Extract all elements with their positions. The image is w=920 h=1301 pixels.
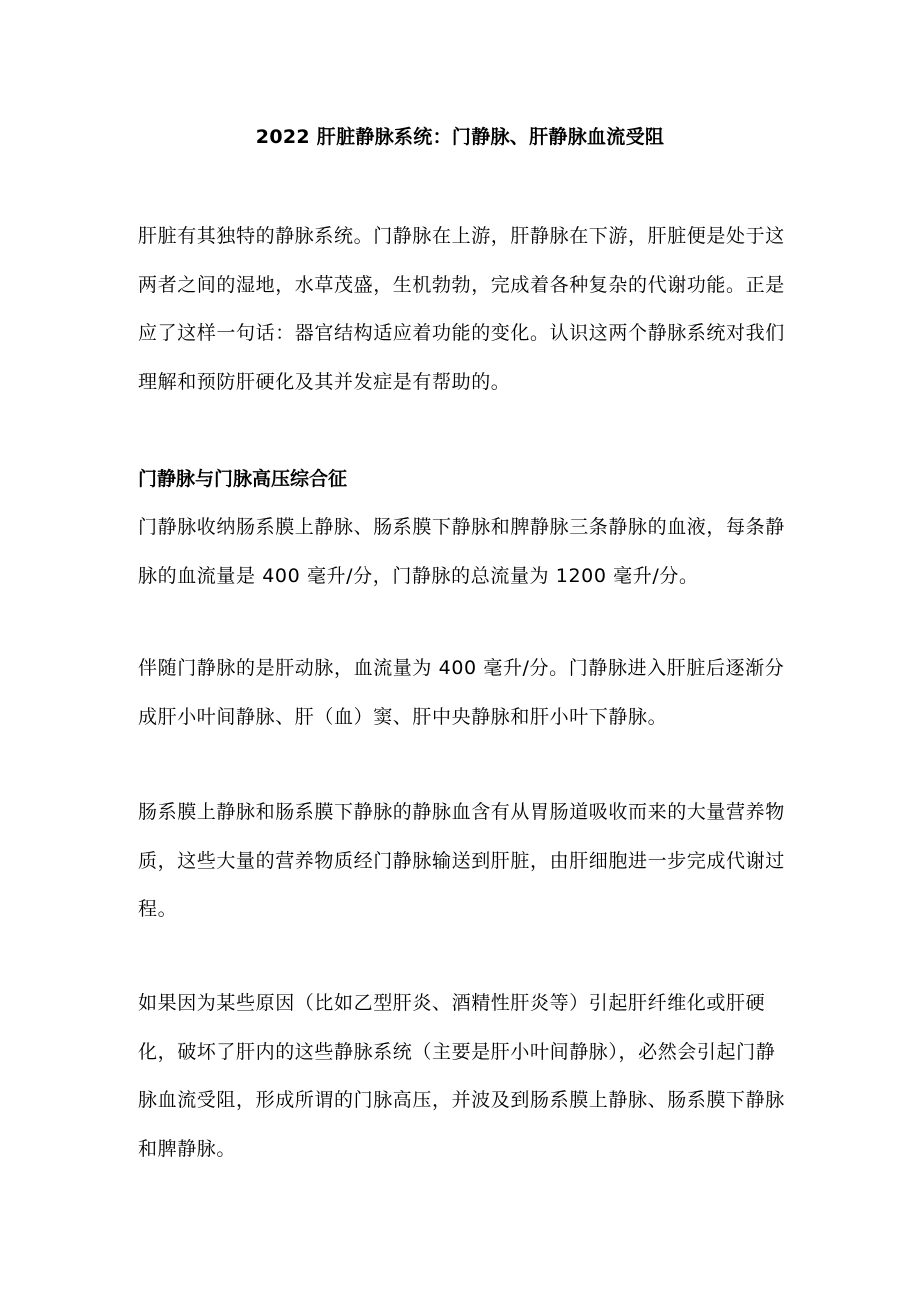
paragraph-block-3 — [138, 788, 788, 934]
intro-paragraph-block — [138, 212, 788, 406]
paragraph-4: 如果因为某些原因（比如乙型肝炎、酒精性肝炎等）引起肝纤维化或肝硬化，破坏了肝内的这些静脉系统（主要是肝小叶间静脉），必然会引起门静脉血流受阻，形成所谓的门脉高压，并波及到肠系膜上静脉、肠系膜下静脉和脾静脉。 — [138, 992, 785, 1160]
paragraph-block-4 — [138, 979, 788, 1173]
paragraph-3: 肠系膜上静脉和肠系膜下静脉的静脉血含有从胃肠道吸收而来的大量营养物质，这些大量的营养物质经门静脉输送到肝脏，由肝细胞进一步完成代谢过程。 — [138, 801, 785, 920]
section-heading-portal-vein: 门静脉与门脉高压综合征 — [138, 468, 348, 490]
paragraph-1: 门静脉收纳肠系膜上静脉、肠系膜下静脉和脾静脉三条静脉的血液，每条静脉的血流量是 400 毫升/分，门静脉的总流量为 1200 毫升/分。 — [138, 516, 785, 587]
intro-paragraph: 肝脏有其独特的静脉系统。门静脉在上游，肝静脉在下游，肝脏便是处于这两者之间的湿地，水草茂盛，生机勃勃，完成着各种复杂的代谢功能。正是应了这样一句话：器官结构适应着功能的变化。认识这两个静脉系统对我们理解和预防肝硬化及其并发症是有帮助的。 — [138, 225, 785, 393]
document-title: 2022 肝脏静脉系统：门静脉、肝静脉血流受阻 — [255, 126, 665, 148]
paragraph-block-1 — [138, 503, 788, 600]
paragraph-2: 伴随门静脉的是肝动脉，血流量为 400 毫升/分。门静脉进入肝脏后逐渐分成肝小叶间静脉、肝（血）窦、肝中央静脉和肝小叶下静脉。 — [138, 657, 785, 728]
paragraph-block-2 — [138, 644, 788, 741]
